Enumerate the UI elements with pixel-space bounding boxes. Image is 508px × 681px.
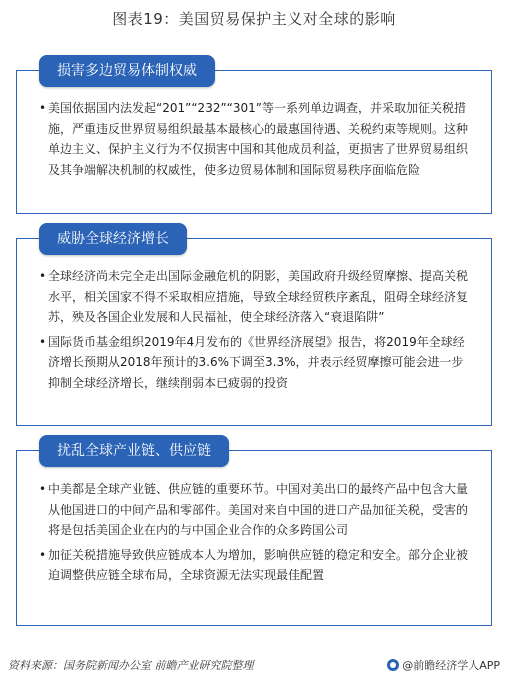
page-title: 图表19：美国贸易保护主义对全球的影响 bbox=[112, 10, 396, 28]
section-header: 威胁全球经济增长 bbox=[39, 223, 187, 255]
section-multilateral-trade bbox=[16, 63, 492, 214]
source-note: 资料来源：国务院新闻办公室 前瞻产业研究院整理 bbox=[8, 659, 254, 672]
brand-logo-icon bbox=[387, 659, 399, 671]
bullet-item: • 全球经济尚未完全走出国际金融危机的阴影，美国政府升级经贸摩擦、提高关税水平，相关国家不得不采取相应措施，导致全球经贸秩序紊乱，阻碍全球经济复苏，殃及各国企业发展和人民福祉，使全球经济落入“衰退陷阱” bbox=[39, 266, 471, 328]
bullet-item: • 美国依据国内法发起“201”“232”“301”等一系列单边调查，并采取加征关税措施，严重违反世界贸易组织最基本最核心的最惠国待遇、关税约束等规则。这种单边主义、保护主义行为不仅损害中国和其他成员利益，更损害了世界贸易组织及其争端解决机制的权威性，使多边贸易体制和国际贸易秩序面临危险 bbox=[39, 98, 471, 180]
brand-text: @前瞻经济学人APP bbox=[402, 659, 500, 672]
section-supply-chain bbox=[16, 443, 492, 626]
footer bbox=[8, 657, 500, 675]
brand-credit bbox=[387, 657, 500, 673]
section-header: 扰乱全球产业链、供应链 bbox=[39, 435, 229, 467]
bullet-item: • 国际货币基金组织2019年4月发布的《世界经济展望》报告，将2019年全球经济增长预期从2018年预计的3.6%下调至3.3%，并表示经贸摩擦可能会进一步抑制全球经济增长，继续削弱本已疲弱的投资 bbox=[39, 332, 471, 394]
bullet-item: • 中美都是全球产业链、供应链的重要环节。中国对美出口的最终产品中包含大量从他国进口的中间产品和零部件。美国对来自中国的进口产品加征关税，受害的将是包括美国企业在内的与中国企业合作的众多跨国公司 bbox=[39, 479, 471, 541]
section-header: 损害多边贸易体制权威 bbox=[39, 55, 215, 87]
bullet-item: • 加征关税措施导致供应链成本人为增加，影响供应链的稳定和安全。部分企业被迫调整供应链全球布局，全球资源无法实现最佳配置 bbox=[39, 545, 471, 586]
section-global-growth bbox=[16, 231, 492, 426]
